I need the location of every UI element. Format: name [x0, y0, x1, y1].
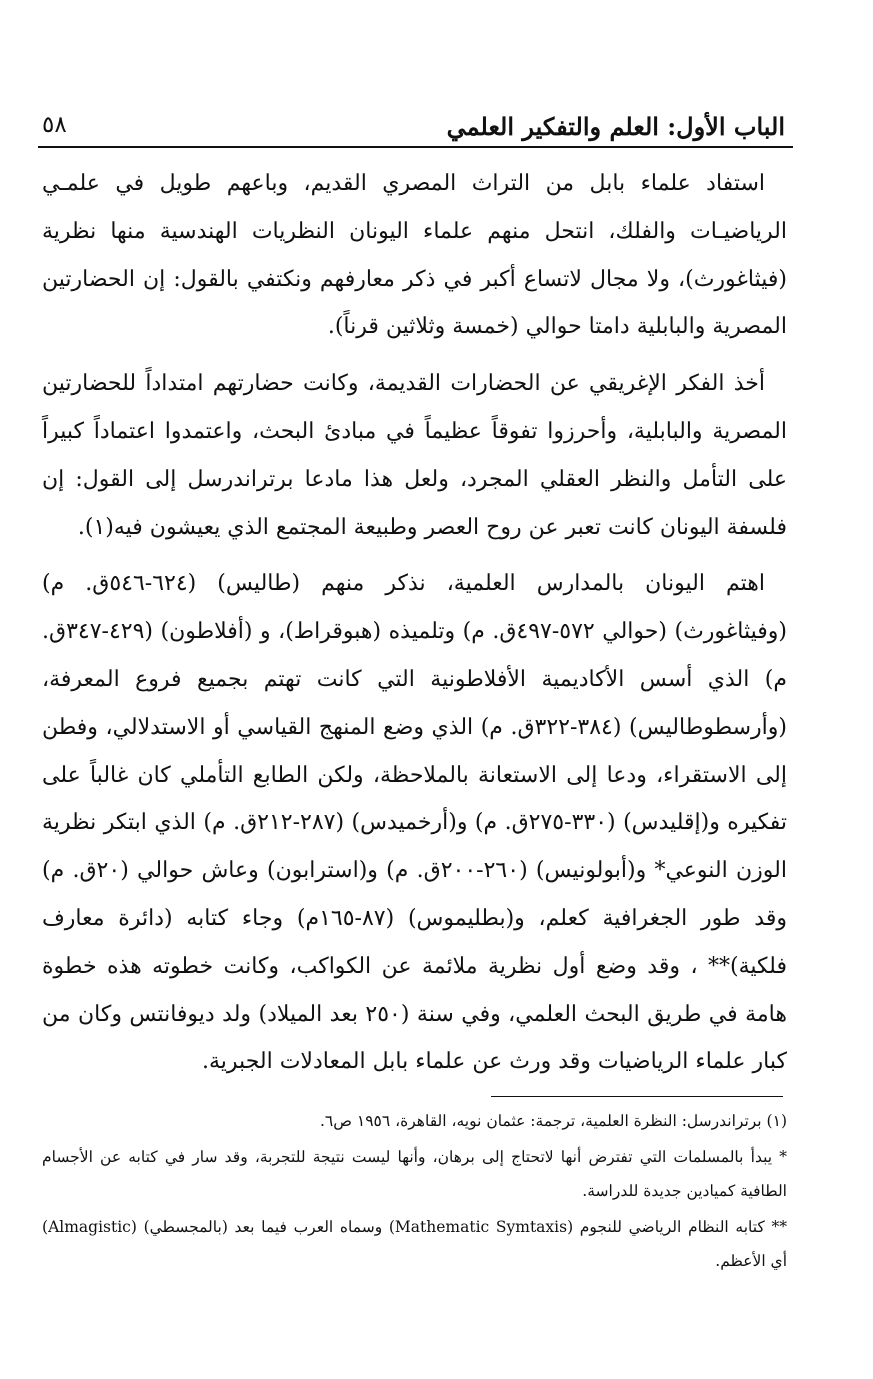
footnote-1: (١) برتراندرسل: النظرة العلمية، ترجمة: عثمان نويه، القاهرة، ١٩٥٦ ص٦. — [319, 1112, 787, 1130]
page-header — [38, 108, 793, 148]
footnote-divider — [491, 1096, 783, 1097]
footnotes — [42, 1104, 787, 1280]
chapter-title: الباب الأول: العلم والتفكير العلمي — [446, 112, 785, 141]
paragraph-greek-schools: اهتم اليونان بالمدارس العلمية، نذكر منهم (طاليس) (٦٢٤-٥٤٦ق. م) (وفيثاغورث) (حوالي ٥٧٢-٤٩٧ق. م) وتلميذه (هبوقراط)، و (أفلاطون) (٤٢٩-٣٤٧ق. م) الذي أسس الأكاديمية الأفلاطونية التي كانت تهتم بجميع فروع المعرفة، (وأرسطوطاليس) (٣٨٤-٣٢٢ق. م) الذي وضع المنهج القياسي أو الاستدلالي، وفطن إلى الاستقراء، ودعا إلى الاستعانة بالملاحظة، ولكن الطابع التأملي كان غالباً على تفكيره و(إقليدس) (٣٣٠-٢٧٥ق. م) و(أرخميدس) (٢٨٧-٢١٢ق. م) الذي ابتكر نظرية الوزن النوعي* و(أبولونيس) (٢٦٠-٢٠٠ق. م) و(استرابون) وعاش حوالي (٢٠ق. م) وقد طور الجغرافية كعلم، و(بطليموس) (٨٧-١٦٥م) وجاء كتابه (دائرة معارف فلكية)** ، وقد وضع أول نظرية ملائمة عن الكواكب، وكانت خطوته هذه خطوة هامة في طريق البحث العلمي، وفي سنة (٢٥٠ بعد الميلاد) ولد ديوفانتس وكان من كبار علماء الرياضيات وقد ورث عن علماء بابل المعادلات الجبرية. — [42, 571, 787, 1075]
footnote-star: * يبدأ بالمسلمات التي تفترض أنها لاتحتاج إلى برهان، وأنها ليست نتيجة للتجربة، وقد سار في كتابه عن الأجسام الطافية كميادين جديدة للدراسة. — [42, 1148, 787, 1200]
page-number: ٥٨ — [42, 112, 67, 138]
footnote-double-star: ** كتابه النظام الرياضي للنجوم (Mathematic Symtaxis) وسماه العرب فيما بعد (بالمجسطي) (Almagistic) أي الأعظم. — [42, 1218, 787, 1270]
header-divider — [38, 146, 793, 148]
body-text — [42, 160, 787, 1095]
paragraph-babylon: استفاد علماء بابل من التراث المصري القديم، وباعهم طويل في علمـي الرياضيـات والفلك، انتحل منهم علماء اليونان النظريات الهندسية منها نظرية (فيثاغورث)، ولا مجال لاتساع أكبر في ذكر معارفهم ونكتفي بالقول: إن الحضارتين المصرية والبابلية دامتا حوالي (خمسة وثلاثين قرناً). — [42, 171, 787, 340]
paragraph-greek-thought: أخذ الفكر الإغريقي عن الحضارات القديمة، وكانت حضارتهم امتداداً للحضارتين المصرية والبابلية، وأحرزوا تفوقاً عظيماً في مبادئ البحث، واعتمدوا اعتماداً كبيراً على التأمل والنظر العقلي المجرد، ولعل هذا مادعا برتراندرسل إلى القول: إن فلسفة اليونان كانت تعبر عن روح العصر وطبيعة المجتمع الذي يعيشون فيه(١). — [42, 371, 787, 540]
